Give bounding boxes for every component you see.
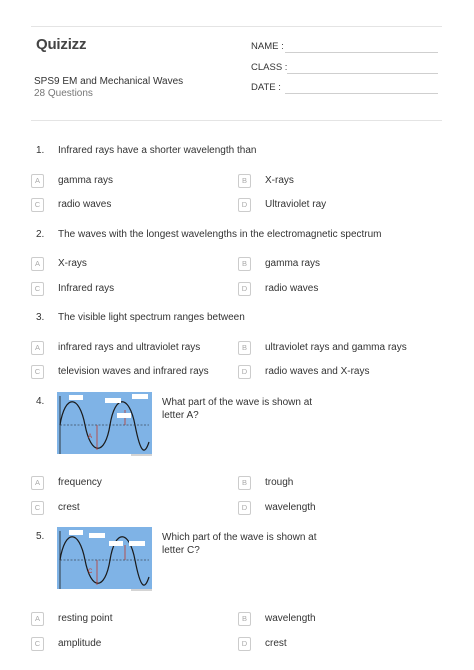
question-number: 1. — [36, 145, 45, 156]
option-letter-box: B — [238, 257, 251, 271]
option-text: radio waves — [58, 199, 112, 210]
option-letter-box: D — [238, 501, 251, 515]
question-text: The visible light spectrum ranges between — [58, 312, 245, 323]
label-box — [89, 533, 105, 538]
option-text: trough — [265, 477, 294, 488]
option-letter-box: A — [31, 476, 44, 490]
option-letter-box: B — [238, 476, 251, 490]
class-field-line[interactable] — [287, 73, 438, 74]
option-letter-box: A — [31, 257, 44, 271]
option-letter-box: D — [238, 365, 251, 379]
option-letter-box: C — [31, 365, 44, 379]
label-box — [109, 541, 123, 546]
option-letter-box: D — [238, 198, 251, 212]
name-field-line[interactable] — [285, 52, 438, 53]
option-letter-box: A — [31, 341, 44, 355]
option-text: amplitude — [58, 638, 102, 649]
name-label: NAME : — [251, 41, 284, 52]
option-letter-box: B — [238, 612, 251, 626]
option-letter-box: B — [238, 341, 251, 355]
option-text: Infrared rays — [58, 283, 115, 294]
class-label: CLASS : — [251, 62, 288, 73]
option-text: wavelength — [265, 502, 316, 513]
option-text: ultraviolet rays and gamma rays — [265, 342, 407, 353]
option-letter-box: A — [31, 174, 44, 188]
question-number: 5. — [36, 531, 45, 542]
option-text: television waves and infrared rays — [58, 366, 209, 377]
option-text: radio waves and X-rays — [265, 366, 370, 377]
label-box — [132, 394, 148, 399]
wave-diagram-image — [57, 392, 152, 458]
option-text: infrared rays and ultraviolet rays — [58, 342, 201, 353]
quizizz-logo: Quizizz — [36, 36, 87, 53]
option-letter-box: B — [238, 174, 251, 188]
date-label: DATE : — [251, 82, 281, 93]
option-text: wavelength — [265, 613, 316, 624]
label-box — [69, 395, 83, 400]
question-text: What part of the wave is shown at letter A? — [162, 397, 313, 421]
option-text: X-rays — [58, 258, 87, 269]
question-number: 3. — [36, 312, 45, 323]
question-text: Which part of the wave is shown at letter C? — [162, 532, 317, 556]
option-text: resting point — [58, 613, 113, 624]
diagram-letter-c: C — [88, 569, 93, 575]
option-letter-box: C — [31, 501, 44, 515]
wave-diagram-image — [57, 527, 152, 593]
header-divider — [31, 120, 442, 121]
option-text: gamma rays — [58, 175, 114, 186]
option-letter-box: C — [31, 198, 44, 212]
label-box — [69, 530, 83, 535]
worksheet-title: SPS9 EM and Mechanical Waves — [34, 76, 184, 87]
option-text: gamma rays — [265, 258, 321, 269]
question-number: 4. — [36, 396, 45, 407]
option-letter-box: A — [31, 612, 44, 626]
diagram-letter-a: A — [88, 434, 93, 440]
date-field-line[interactable] — [285, 93, 438, 94]
option-text: crest — [58, 502, 80, 513]
option-text: radio waves — [265, 283, 319, 294]
option-text: Ultraviolet ray — [265, 199, 327, 210]
top-divider — [31, 26, 442, 27]
option-letter-box: D — [238, 637, 251, 651]
label-box — [117, 413, 131, 418]
option-letter-box: D — [238, 282, 251, 296]
question-count: 28 Questions — [34, 88, 93, 99]
question-number: 2. — [36, 229, 45, 240]
option-letter-box: C — [31, 282, 44, 296]
option-text: frequency — [58, 477, 102, 488]
option-letter-box: C — [31, 637, 44, 651]
question-text: The waves with the longest wavelengths in the electromagnetic spectrum — [58, 229, 382, 240]
question-text: Infrared rays have a shorter wavelength than — [58, 145, 257, 156]
option-text: X-rays — [265, 175, 294, 186]
option-text: crest — [265, 638, 287, 649]
label-box — [105, 398, 121, 403]
label-box — [129, 541, 145, 546]
